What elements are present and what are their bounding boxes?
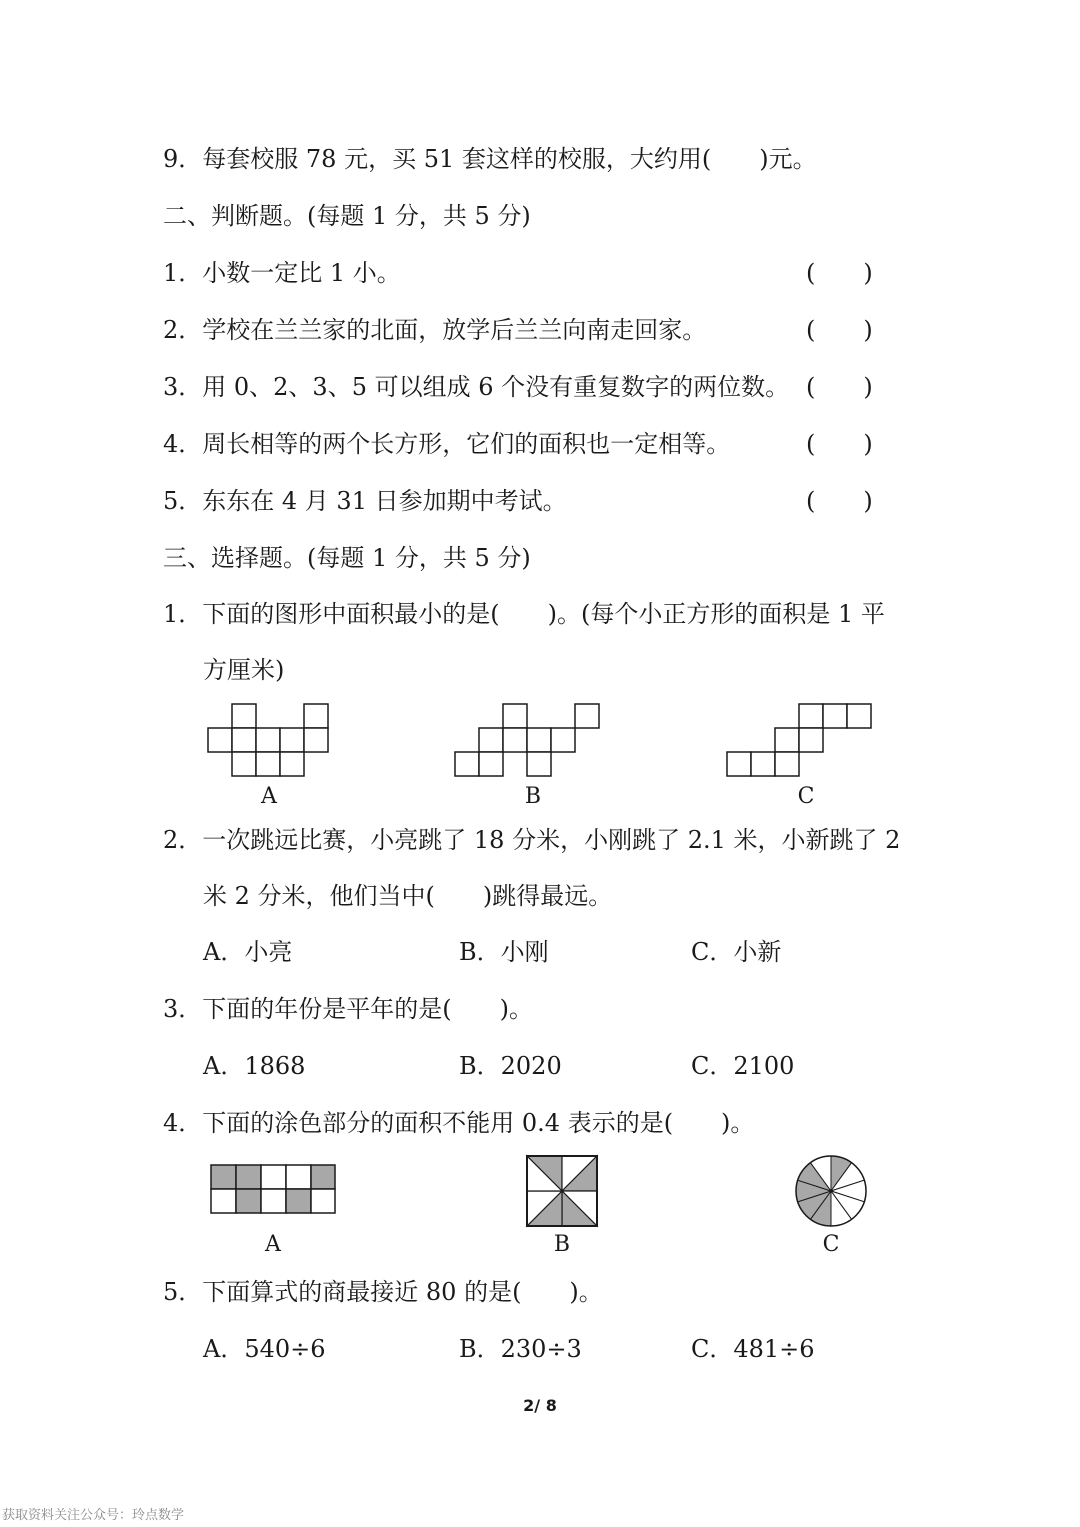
figure-label-b: B xyxy=(524,784,542,809)
choice-3-option-c: C．2100 xyxy=(691,1052,795,1080)
judge-item-3: 3．用 0、2、3、5 可以组成 6 个没有重复数字的两位数。 xyxy=(163,373,790,401)
choice-2-line-1: 2．一次跳远比赛，小亮跳了 18 分米，小刚跳了 2.1 米，小新跳了 2 xyxy=(163,826,901,854)
choice-1-line-2: 方厘米) xyxy=(203,656,285,684)
choice-3-option-a: A．1868 xyxy=(203,1052,306,1080)
choice-5-line: 5．下面算式的商最接近 80 的是( )。 xyxy=(163,1278,603,1306)
judge-answer-5: ( ) xyxy=(806,487,873,515)
shaded-label-c: C xyxy=(822,1232,840,1257)
choice-2-option-b: B．小刚 xyxy=(459,938,549,966)
judge-answer-2: ( ) xyxy=(806,316,873,344)
choice-2-option-a: A．小亮 xyxy=(203,938,293,966)
judge-item-2: 2．学校在兰兰家的北面，放学后兰兰向南走回家。 xyxy=(163,316,707,344)
question-9: 9．每套校服 78 元，买 51 套这样的校服，大约用( )元。 xyxy=(163,145,817,173)
choice-3-line: 3．下面的年份是平年的是( )。 xyxy=(163,995,533,1023)
figure-label-a: A xyxy=(261,784,277,809)
choice-5-option-a: A．540÷6 xyxy=(203,1335,326,1363)
shaded-square-b xyxy=(525,1154,599,1228)
grid-figure-a xyxy=(204,702,332,778)
shaded-circle-c xyxy=(794,1154,868,1228)
choice-1-line-1: 1．下面的图形中面积最小的是( )。(每个小正方形的面积是 1 平 xyxy=(163,600,885,628)
shaded-grid-a xyxy=(209,1163,337,1215)
section-2-heading: 二、判断题。(每题 1 分，共 5 分) xyxy=(163,202,531,230)
choice-2-option-c: C．小新 xyxy=(691,938,782,966)
judge-item-1: 1．小数一定比 1 小。 xyxy=(163,259,401,287)
grid-figure-b xyxy=(453,702,605,778)
grid-figure-c xyxy=(725,702,877,778)
choice-2-line-2: 米 2 分米，他们当中( )跳得最远。 xyxy=(203,882,613,910)
watermark-text: 获取资料关注公众号：玲点数学 xyxy=(2,1508,185,1523)
choice-4-line: 4．下面的涂色部分的面积不能用 0.4 表示的是( )。 xyxy=(163,1109,755,1137)
judge-answer-3: ( ) xyxy=(806,373,873,401)
judge-answer-1: ( ) xyxy=(806,259,873,287)
judge-answer-4: ( ) xyxy=(806,430,873,458)
choice-5-option-b: B．230÷3 xyxy=(459,1335,582,1363)
page-number: 2/ 8 xyxy=(523,1396,557,1415)
choice-3-option-b: B．2020 xyxy=(459,1052,562,1080)
judge-item-4: 4．周长相等的两个长方形，它们的面积也一定相等。 xyxy=(163,430,731,458)
shaded-label-b: B xyxy=(553,1232,571,1257)
judge-item-5: 5．东东在 4 月 31 日参加期中考试。 xyxy=(163,487,567,515)
section-3-heading: 三、选择题。(每题 1 分，共 5 分) xyxy=(163,544,531,572)
choice-5-option-c: C．481÷6 xyxy=(691,1335,815,1363)
figure-label-c: C xyxy=(797,784,815,809)
shaded-label-a: A xyxy=(265,1232,281,1257)
